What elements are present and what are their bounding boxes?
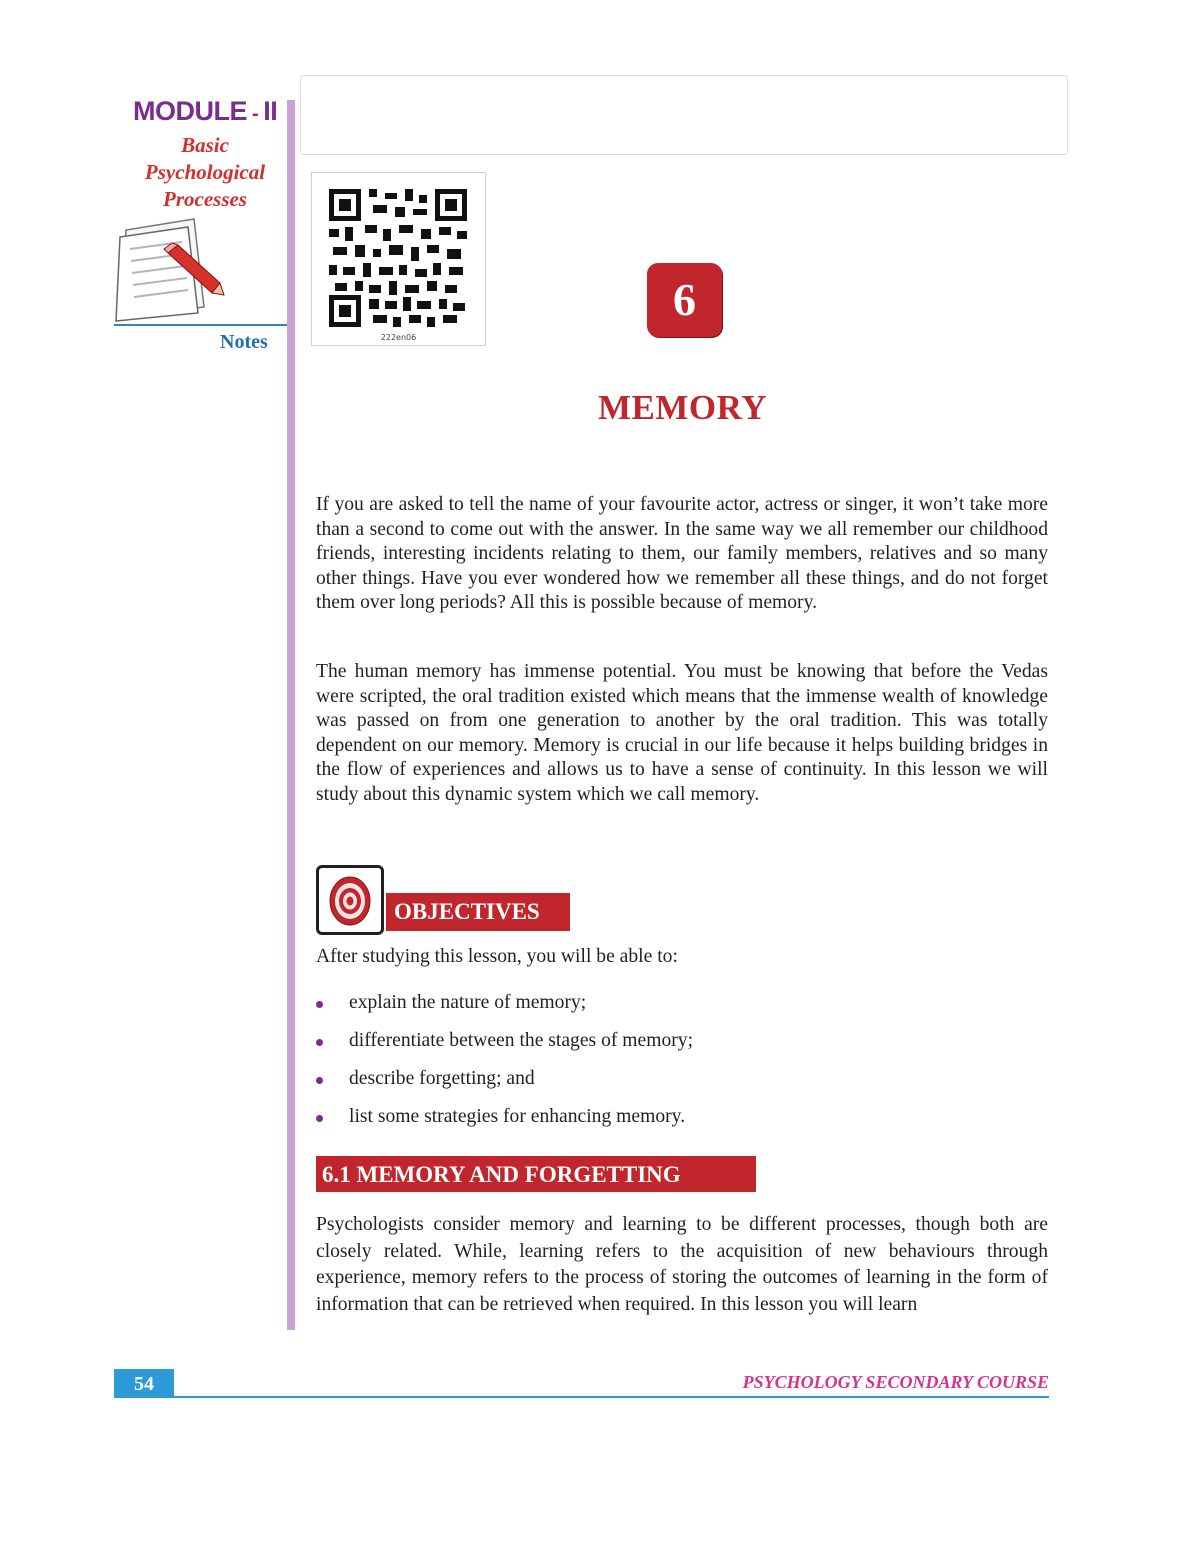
notes-pencil-icon xyxy=(108,215,228,330)
chapter-title: MEMORY xyxy=(598,388,767,427)
objective-text: list some strategies for enhancing memory. xyxy=(349,1106,686,1127)
bullet-icon xyxy=(316,1077,323,1084)
intro-paragraph: If you are asked to tell the name of your favourite actor, actress or singer, it won’t take more than a second to come out with the answer. In the same way we all remember our childhood friends, interesting incidents relating to them, our family members, relatives and so many other things. Have you ever wondered how we remember all these things, and do not forget them over long periods? All this is possible because of memory. xyxy=(316,494,1048,614)
objective-text: describe forgetting; and xyxy=(349,1068,535,1089)
module-subtitle-line: Processes xyxy=(163,187,247,211)
bullet-icon xyxy=(316,1039,323,1046)
module-number: II xyxy=(263,96,278,126)
footer-rule xyxy=(114,1396,1049,1398)
module-subtitle-line: Psychological xyxy=(144,160,266,184)
objectives-intro: After studying this lesson, you will be able to: xyxy=(316,946,678,967)
margin-bar xyxy=(287,100,295,1330)
module-subtitle-line: Basic xyxy=(181,133,229,157)
target-icon xyxy=(316,865,384,935)
bullet-icon xyxy=(316,1115,323,1122)
footer-course-title: PSYCHOLOGY SECONDARY COURSE xyxy=(742,1372,1049,1392)
intro-paragraph: The human memory has immense potential. You must be knowing that before the Vedas were scripted, the oral tradition existed which means that the immense wealth of knowledge was passed on from one generation to another by the oral tradition. This was totally dependent on our memory. Memory is crucial in our life because it helps building bridges in the flow of experiences and allows us to have a sense of continuity. In this lesson we will study about this dynamic system which we call memory. xyxy=(316,661,1048,805)
objective-text: explain the nature of memory; xyxy=(349,992,587,1013)
qr-code-label: 222en06 xyxy=(380,333,417,342)
list-item xyxy=(316,1064,693,1102)
objectives-heading: OBJECTIVES xyxy=(386,893,570,931)
module-subtitle xyxy=(120,132,290,213)
notes-divider xyxy=(114,324,289,326)
qr-code-icon xyxy=(329,189,467,327)
list-item xyxy=(316,1102,693,1140)
section-heading: 6.1 MEMORY AND FORGETTING xyxy=(316,1156,756,1192)
module-label: MODULE xyxy=(133,96,247,126)
notes-label: Notes xyxy=(220,331,268,353)
list-item xyxy=(316,1026,693,1064)
qr-code-box xyxy=(311,172,486,346)
chapter-number-badge: 6 xyxy=(647,263,722,337)
bullet-icon xyxy=(316,1001,323,1008)
section-paragraph: Psychologists consider memory and learning to be different processes, though both are closely related. While, learning refers to the acquisition of new behaviours through experience, memory refers to the process of storing the outcomes of learning in the form of information that can be retrieved when required. In this lesson you will learn xyxy=(316,1214,1048,1315)
objective-text: differentiate between the stages of memory; xyxy=(349,1030,694,1051)
header-box xyxy=(300,75,1068,155)
objectives-list xyxy=(316,988,693,1140)
page-number: 54 xyxy=(114,1369,174,1398)
module-title: MODULE - II xyxy=(133,96,278,126)
list-item xyxy=(316,988,693,1026)
